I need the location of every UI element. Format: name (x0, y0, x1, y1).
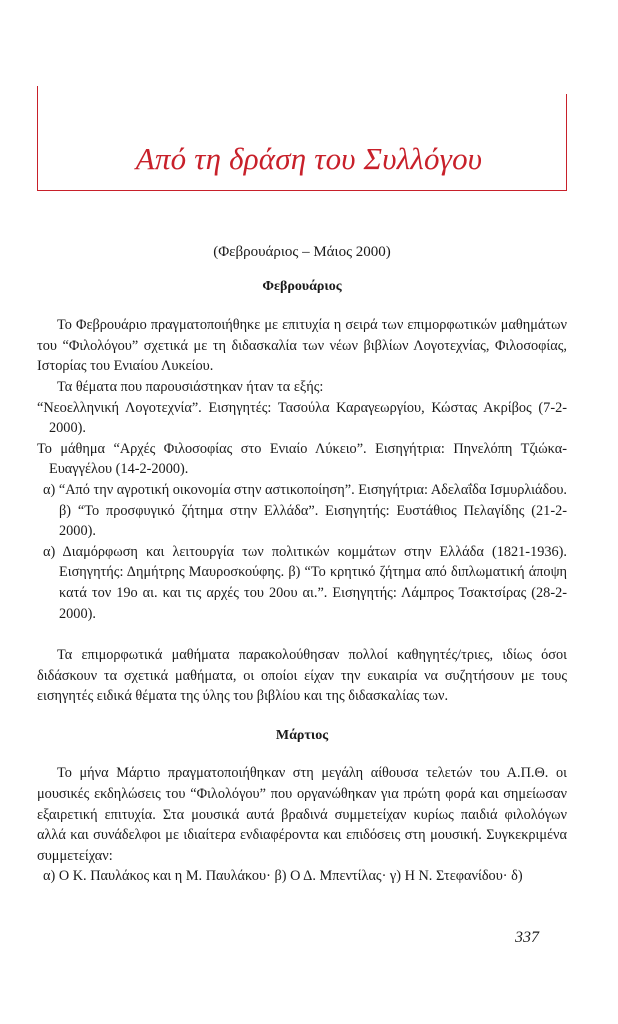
title-frame-bottom-rule (37, 190, 567, 191)
topic-item-philosophy: Το μάθημα “Αρχές Φιλοσοφίας στο Ενιαίο Λύκειο”. Εισηγήτρια: Πηνελόπη Τζιώκα-Ευαγγέλου (14-2-2000). (37, 440, 567, 478)
section-heading-march: Μάρτιος (275, 727, 329, 743)
topic-item-history-2: α) Διαμόρφωση και λειτουργία των πολιτικών κομμάτων στην Ελλάδα (1821-1936). Εισηγητής: Δημήτρης Μαυροσκούφης. β) “Το κρητικό ζήτημα από διπλωματική άποψη κατά τον 19ο αι. και τις αρχές του 20ου αι.”. Εισηγητής: Λάμπρος Τσακτσίρας (28-2-2000). (43, 543, 567, 622)
page-number: 337 (515, 929, 539, 946)
topic-item-history-1: α) “Από την αγροτική οικονομία στην αστικοποίηση”. Εισηγήτρια: Αδελαΐδα Ισμυρλιάδου. β) “Το προσφυγικό ζήτημα στην Ελλάδα”. Εισηγητής: Ευστάθιος Πελαγίδης (21-2-2000). (43, 481, 567, 540)
section-heading-february: Φεβρουάριος (262, 278, 342, 294)
article-body (37, 242, 567, 887)
february-closing-paragraph: Τα επιμορφωτικά μαθήματα παρακολούθησαν πολλοί καθηγητές/τριες, ιδίως όσοι διδάσκουν τα σχετικά μαθήματα, οι οποίοι είχαν την ευκαιρία να συζητήσουν με τους εισηγητές ειδικά θέματα της ύλης του βιβλίου και της διδασκαλίας των. (37, 647, 567, 705)
february-intro-paragraph: Το Φεβρουάριο πραγματοποιήθηκε με επιτυχία η σειρά των επιμορφωτικών μαθημάτων του “Φιλολόγου” σχετικά με τη διδασκαλία των νέων βιβλίων Λογοτεχνίας, Φιλοσοφίας, Ιστορίας του Ενιαίου Λυκείου. (37, 317, 567, 375)
topic-item-literature: “Νεοελληνική Λογοτεχνία”. Εισηγητές: Τασούλα Καραγεωργίου, Κώστας Ακρίβος (7-2-2000). (37, 399, 567, 437)
march-intro-paragraph: Το μήνα Μάρτιο πραγματοποιήθηκαν στη μεγάλη αίθουσα τελετών του Α.Π.Θ. οι μουσικές εκδηλώσεις του “Φιλολόγου” που οργανώθηκαν για πρώτη φορά και σημείωσαν εξαιρετική επιτυχία. Στα μουσικά αυτά βραδινά συμμετείχαν κυρίως παιδιά φιλολόγων αλλά και συνάδελφοι με ιδιαίτερα ενδιαφέροντα και επιδόσεις στη μουσική. Συγκεκριμένα συμμετείχαν: (37, 765, 567, 864)
page-title: Από τη δράση του Συλλόγου (135, 141, 483, 176)
period-subtitle: (Φεβρουάριος – Μάιος 2000) (213, 244, 391, 260)
topics-intro: Τα θέματα που παρουσιάστηκαν ήταν τα εξής: (57, 378, 324, 395)
march-participants: α) Ο Κ. Παυλάκος και η Μ. Παυλάκου· β) Ο Δ. Μπεντίλας· γ) Η Ν. Στεφανίδου· δ) (43, 868, 523, 885)
